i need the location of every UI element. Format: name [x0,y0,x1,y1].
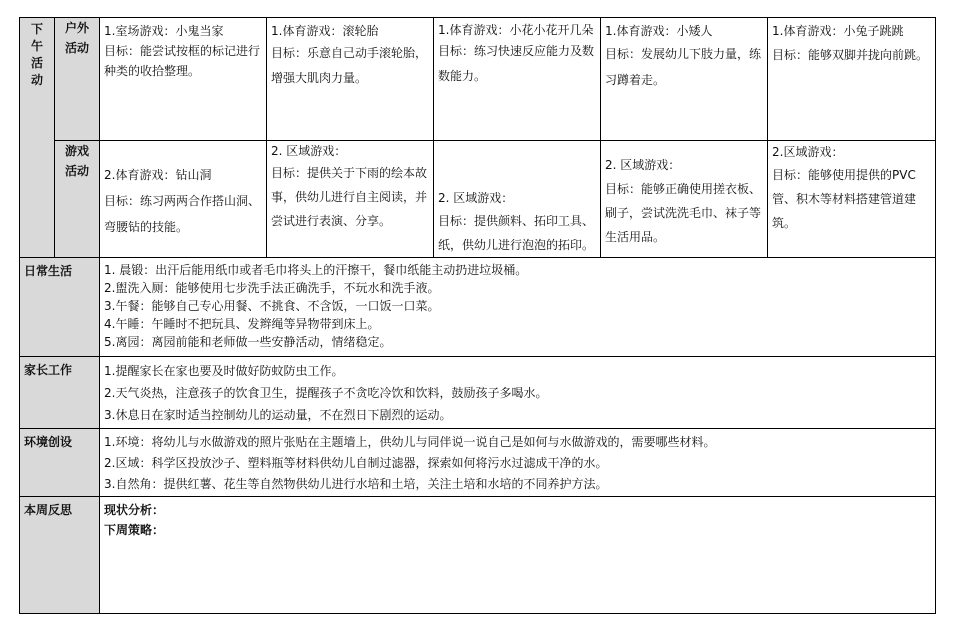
parent-work-content [100,357,936,429]
outdoor-cell-fri [768,18,936,141]
daily-life-item: 3.午餐：能够自己专心用餐、不挑食、不含饭，一口饭一口菜。 [104,299,440,313]
outdoor-title: 1.体育游戏：小花小花开几朵 [438,23,594,37]
outdoor-goal: 目标：乐意自己动手滚轮胎，增强大肌肉力量。 [271,46,428,85]
game-cell-thu [601,141,768,258]
outdoor-label: 户外活动 [55,18,100,141]
game-title: 2. 区域游戏： [605,157,681,172]
game-title: 2.区域游戏： [772,145,844,159]
game-label: 游戏活动 [55,141,100,258]
outdoor-goal: 目标：能尝试按框的标记进行种类的收拾整理。 [104,44,261,78]
reflection-content [100,497,936,614]
daily-life-item: 4.午睡：午睡时不把玩具、发辫绳等异物带到床上。 [104,317,380,331]
outdoor-cell-mon [100,18,267,141]
outdoor-title: 1.室场游戏：小鬼当家 [104,24,224,38]
game-title: 2.体育游戏：钻山洞 [104,167,212,182]
outdoor-cell-wed [434,18,601,141]
daily-life-item: 2.盥洗入厕：能够使用七步洗手法正确洗手，不玩水和洗手液。 [104,281,440,295]
weekly-plan-table [19,17,936,614]
parent-work-row [20,357,936,429]
daily-life-content [100,258,936,357]
game-cell-wed [434,141,601,258]
afternoon-game-row [20,141,936,258]
parent-work-item: 3.休息日在家时适当控制幼儿的运动量，不在烈日下剧烈的运动。 [104,408,452,422]
game-cell-mon [100,141,267,258]
daily-life-label: 日常生活 [20,258,100,357]
outdoor-title: 1.体育游戏：小矮人 [605,24,713,38]
environment-row [20,429,936,497]
parent-work-item: 1.提醒家长在家也要及时做好防蚊防虫工作。 [104,364,344,378]
reflection-row [20,497,936,614]
game-goal: 目标：提供关于下雨的绘本故事，供幼儿进行自主阅读，并尝试进行表演、分享。 [271,166,428,228]
outdoor-title: 1.体育游戏：小兔子跳跳 [772,24,904,38]
reflection-label: 本周反思 [20,497,100,614]
status-analysis-label: 现状分析： [104,503,165,517]
environment-label: 环境创设 [20,429,100,497]
game-goal: 目标：能够正确使用搓衣板、刷子，尝试洗洗毛巾、袜子等生活用品。 [605,181,762,244]
game-title: 2. 区域游戏： [438,191,514,205]
game-cell-fri [768,141,936,258]
outdoor-goal: 目标：能够双脚并拢向前跳。 [772,48,929,62]
afternoon-label-text: 下午活动 [30,22,43,87]
daily-life-item: 5.离园：离园前能和老师做一些安静活动，情绪稳定。 [104,335,392,349]
game-goal: 目标：提供颜料、拓印工具、纸，供幼儿进行泡泡的拓印。 [438,214,595,252]
daily-life-item: 1. 晨锻：出汗后能用纸巾或者毛巾将头上的汗擦干，餐巾纸能主动扔进垃圾桶。 [104,263,528,277]
outdoor-goal: 目标：发展幼儿下肢力量，练习蹲着走。 [605,47,762,87]
outdoor-title: 1.体育游戏：滚轮胎 [271,24,379,38]
afternoon-outdoor-row [20,18,936,141]
parent-work-item: 2.天气炎热，注意孩子的饮食卫生，提醒孩子不贪吃冷饮和饮料，鼓励孩子多喝水。 [104,386,548,400]
game-cell-tue [267,141,434,258]
parent-work-label: 家长工作 [20,357,100,429]
outdoor-goal: 目标：练习快速反应能力及数数能力。 [438,44,595,83]
environment-item: 1.环境：将幼儿与水做游戏的照片张贴在主题墙上，供幼儿与同伴说一说自己是如何与水做游戏的，需要哪些材料。 [104,435,716,449]
game-title: 2. 区域游戏： [271,144,347,158]
environment-item: 3.自然角：提供红薯、花生等自然物供幼儿进行水培和土培，关注土培和水培的不同养护方法。 [104,477,608,491]
daily-life-row [20,258,936,357]
game-goal: 目标：练习两两合作搭山洞、弯腰钻的技能。 [104,193,261,234]
outdoor-cell-thu [601,18,768,141]
outdoor-cell-tue [267,18,434,141]
next-week-strategy-label: 下周策略： [104,523,165,537]
environment-item: 2.区域：科学区投放沙子、塑料瓶等材料供幼儿自制过滤器，探索如何将污水过滤成干净的水。 [104,456,608,470]
game-goal: 目标：能够使用提供的PVC管、积木等材料搭建管道建筑。 [772,168,917,230]
afternoon-label [20,18,55,258]
environment-content [100,429,936,497]
